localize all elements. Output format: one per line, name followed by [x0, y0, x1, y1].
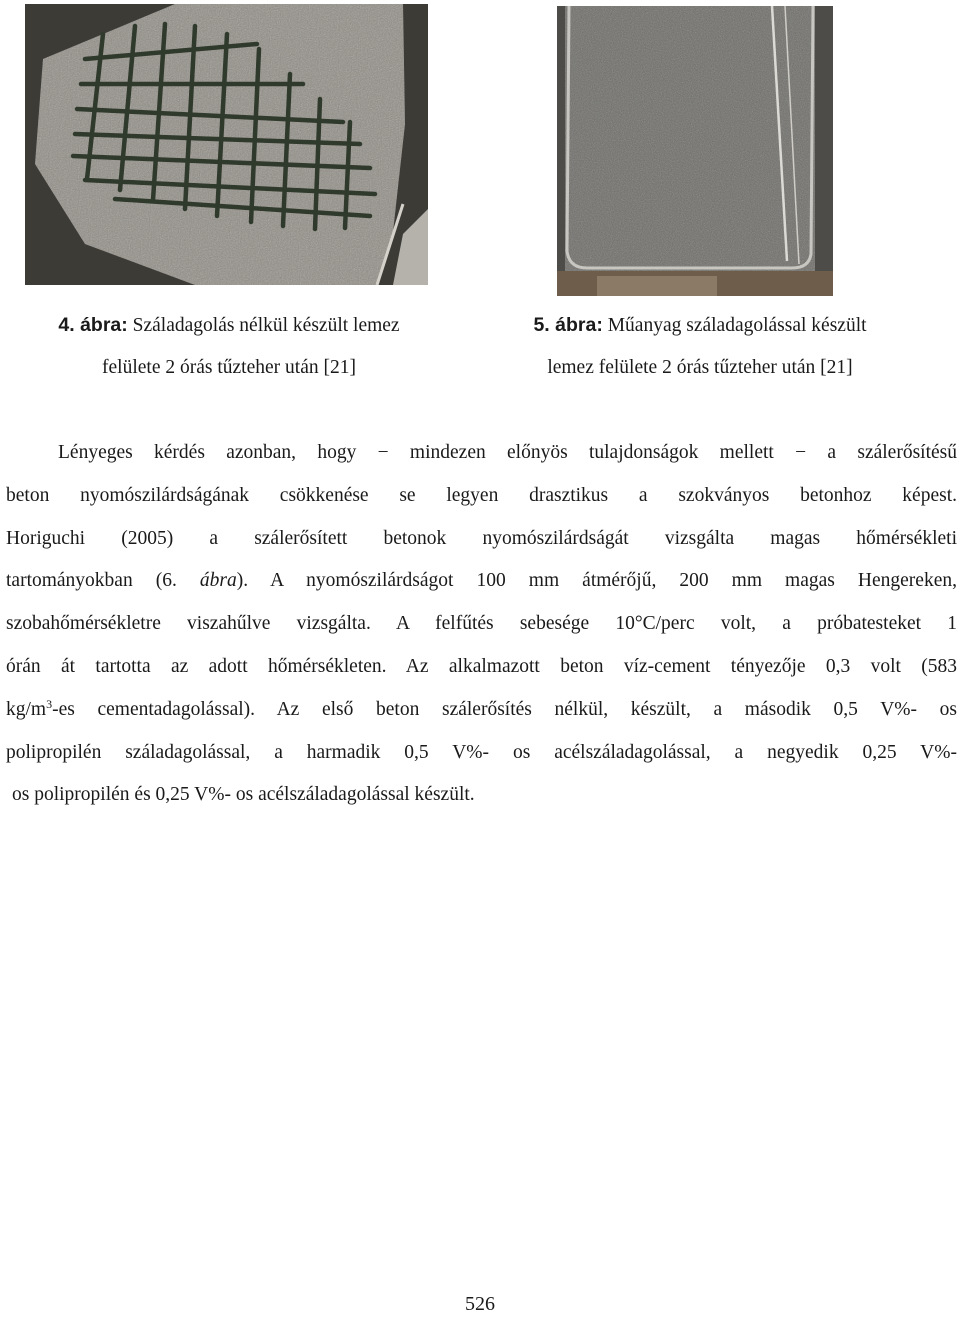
body-paragraph	[6, 432, 957, 817]
unit-superscript: 3	[46, 696, 53, 711]
figure-5-caption-line-1	[470, 304, 930, 347]
figure-4-label: 4. ábra:	[58, 314, 128, 336]
body-line-6: órán át tartotta az adott hőmérsékleten. Az alkalmazott beton víz-cement tényezője 0,3 volt (583	[6, 655, 957, 677]
figure-4-caption-line-2: felülete 2 órás tűzteher után [21]	[102, 357, 356, 378]
body-line-4-end: ). A nyomószilárdságot 100 mm átmérőjű, 200 mm magas Hengereken,	[236, 570, 957, 592]
figure-reference: ábra	[199, 570, 237, 592]
body-line-7-rest: -es cementadagolással). Az első beton szálerősítés nélkül, készült, a második 0,5 V%- os	[52, 698, 957, 720]
figure-4-caption-text: Száladagolás nélkül készült lemez	[132, 315, 400, 336]
figure-4-caption	[0, 304, 458, 389]
figure-5-caption-line-2: lemez felülete 2 órás tűzteher után [21]	[547, 357, 853, 378]
body-line-4	[6, 560, 957, 603]
body-line-8: polipropilén száladagolással, a harmadik 0,5 V%- os acélszáladagolással, a negyedik 0,25 V%-	[6, 741, 957, 763]
body-line-7	[6, 689, 957, 732]
figure-4-caption-line-1	[0, 304, 458, 347]
photo-concrete-slab-with-plastic-fibers	[557, 6, 833, 296]
figure-5-caption-text: Műanyag száladagolással készült	[607, 315, 867, 336]
body-line-3: Horiguchi (2005) a szálerősített betonok nyomószilárdságát vizsgálta magas hőmérsékleti	[6, 527, 957, 549]
body-line-4-start: tartományokban (6.	[6, 570, 200, 592]
body-line-2: beton nyomószilárdságának csökkenése se legyen drasztikus a szokványos betonhoz képest.	[6, 484, 957, 506]
page-number: 526	[465, 1293, 495, 1315]
figure-5-caption	[470, 304, 930, 389]
body-line-5: szobahőmérsékletre viszahűlve vizsgálta. A felfűtés sebesége 10°C/perc volt, a próbatesteket 1	[6, 613, 957, 635]
photo-concrete-slab-without-fibers	[25, 4, 428, 285]
unit-kg-m: kg/m	[6, 698, 47, 720]
body-line-1: Lényeges kérdés azonban, hogy − mindezen előnyös tulajdonságok mellett − a szálerősítésű	[58, 442, 957, 463]
body-line-9: os polipropilén és 0,25 V%- os acélszáladagolással készült.	[12, 784, 475, 806]
figure-5-label: 5. ábra:	[533, 314, 603, 336]
